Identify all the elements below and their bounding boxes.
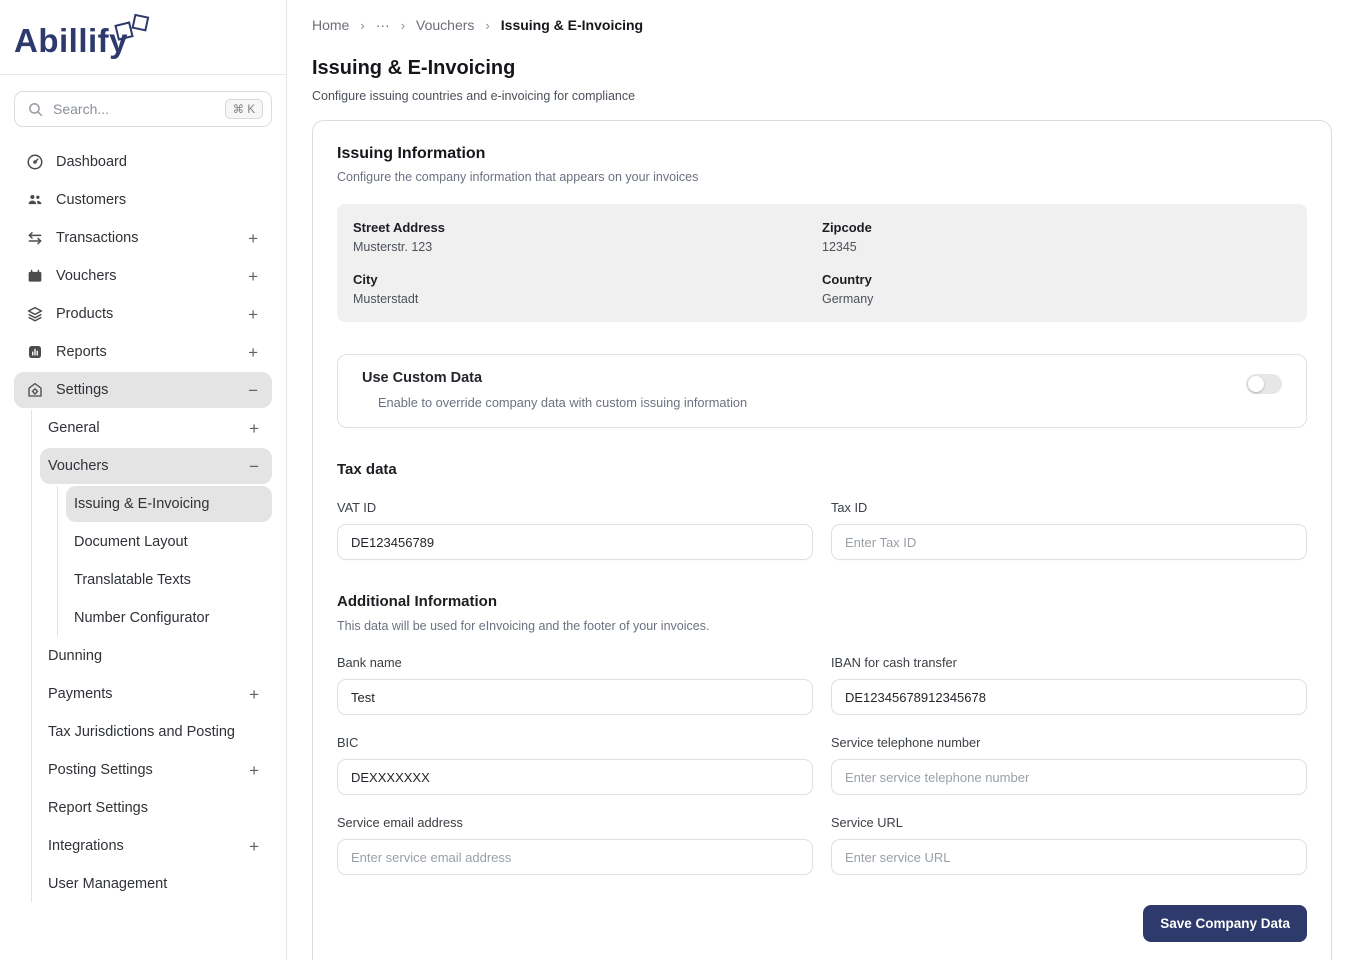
vat-id-input[interactable] [337,524,813,560]
card-title: Issuing Information [337,145,486,162]
service-email-group [337,815,813,875]
dashboard-icon [25,153,44,172]
service-phone-group [831,735,1307,795]
sidebar-item-label: Dunning [48,648,103,664]
sidebar-item-products[interactable] [14,296,272,332]
papers-icon [113,12,155,53]
city-field [353,272,822,306]
sidebar-item-posting-settings[interactable] [40,752,272,788]
field-value: Musterstadt [353,292,419,306]
sidebar-item-document-layout[interactable] [66,524,272,560]
sidebar-item-customers[interactable] [14,182,272,218]
service-phone-input[interactable] [831,759,1307,795]
field-label: City [353,272,378,287]
toggle-knob [1248,376,1264,392]
search-input[interactable] [14,91,272,127]
additional-info-description: This data will be used for eInvoicing and the footer of your invoices. [337,619,710,633]
bank-name-label: Bank name [337,655,402,670]
brand-logo[interactable] [0,0,286,75]
breadcrumb-current: Issuing & E-Invoicing [500,17,644,33]
sidebar-item-label: Translatable Texts [74,572,191,588]
reports-icon [25,343,44,362]
page-subtitle: Configure issuing countries and e-invoicing for compliance [312,89,636,103]
breadcrumb-vouchers[interactable]: Vouchers [416,17,475,33]
sidebar-item-translatable-texts[interactable] [66,562,272,598]
field-value: Musterstr. 123 [353,240,433,254]
field-value: 12345 [822,240,857,254]
sidebar-item-number-configurator[interactable] [66,600,272,636]
sidebar-item-integrations[interactable] [40,828,272,864]
service-url-label: Service URL [831,815,903,830]
search-placeholder: Search... [53,101,110,117]
bank-name-input[interactable] [337,679,813,715]
sidebar-item-payments[interactable] [40,676,272,712]
sidebar-item-settings[interactable] [14,372,272,408]
country-field [822,272,1291,306]
sidebar-item-label: Vouchers [48,458,109,474]
sidebar-item-general[interactable] [40,410,272,446]
breadcrumb-ellipsis[interactable]: ··· [375,17,390,33]
tax-id-group [831,500,1307,560]
card-subtitle: Configure the company information that appears on your invoices [337,170,699,184]
expand-plus-icon[interactable]: + [249,418,259,438]
settings-icon [25,381,44,400]
tax-id-input[interactable] [831,524,1307,560]
sidebar-item-label: Reports [56,344,107,360]
sidebar-item-vouchers[interactable] [14,258,272,294]
company-info-panel [337,204,1307,322]
sidebar-item-label: Dashboard [56,154,127,170]
field-value: Germany [822,292,874,306]
field-label: Street Address [353,220,445,235]
use-custom-data-description: Enable to override company data with custom issuing information [378,395,748,410]
collapse-minus-icon[interactable]: − [249,456,259,476]
tax-data-grid [337,500,1307,560]
sidebar-item-tax-jurisdictions[interactable] [40,714,272,750]
additional-info-heading: Additional Information [337,593,497,610]
sidebar-item-label: Vouchers [56,268,117,284]
sidebar-item-label: Settings [56,382,109,398]
vouchers-icon [25,267,44,286]
sidebar-item-label: User Management [48,876,168,892]
chevron-right-icon: › [485,17,490,33]
service-email-input[interactable] [337,839,813,875]
sidebar-item-label: Customers [56,192,127,208]
bic-group [337,735,813,795]
expand-plus-icon[interactable]: + [248,304,258,324]
expand-plus-icon[interactable]: + [249,760,259,780]
iban-input[interactable] [831,679,1307,715]
transactions-icon [25,229,44,248]
sidebar-item-label: Issuing & E-Invoicing [74,496,210,512]
sidebar-item-reports[interactable] [14,334,272,370]
sidebar-item-label: Report Settings [48,800,148,816]
street-address-field [353,220,822,254]
field-label: Zipcode [822,220,872,235]
bic-input[interactable] [337,759,813,795]
additional-info-grid [337,655,1307,875]
issuing-information-card [312,120,1332,960]
sidebar-item-label: Integrations [48,838,124,854]
sidebar-item-vouchers-settings[interactable] [40,448,272,484]
use-custom-data-toggle[interactable] [1246,374,1282,394]
save-row [337,905,1307,942]
field-label: Country [822,272,872,287]
service-url-input[interactable] [831,839,1307,875]
expand-plus-icon[interactable]: + [249,836,259,856]
expand-plus-icon[interactable]: + [248,228,258,248]
sidebar-item-issuing-einvoicing[interactable] [66,486,272,522]
sidebar-item-report-settings[interactable] [40,790,272,826]
expand-plus-icon[interactable]: + [249,684,259,704]
sidebar-item-label: Transactions [56,230,139,246]
sidebar-item-label: Document Layout [74,534,188,550]
page-title: Issuing & E-Invoicing [312,57,516,79]
tax-id-label: Tax ID [831,500,868,515]
sidebar-item-label: Tax Jurisdictions and Posting [48,724,235,740]
expand-plus-icon[interactable]: + [248,342,258,362]
collapse-minus-icon[interactable]: − [248,380,258,400]
sidebar-item-dashboard[interactable] [14,144,272,180]
use-custom-data-card [337,354,1307,428]
products-icon [25,305,44,324]
breadcrumb [312,17,1332,33]
chevron-right-icon: › [360,17,365,33]
brand-name: Abillify [14,22,129,59]
iban-label: IBAN for cash transfer [831,655,957,670]
sidebar-item-transactions[interactable] [14,220,272,256]
search-shortcut-badge: ⌘ K [225,99,263,119]
sidebar-item-label: Payments [48,686,113,702]
sidebar-nav [0,142,286,960]
service-phone-label: Service telephone number [831,735,981,750]
chevron-right-icon: › [400,17,406,33]
breadcrumb-home[interactable]: Home [312,17,350,33]
zipcode-field [822,220,1291,254]
main-content [287,0,1345,960]
settings-submenu [31,410,272,902]
search-icon [27,101,44,118]
service-url-group [831,815,1307,875]
service-email-label: Service email address [337,815,463,830]
sidebar-item-user-management[interactable] [40,866,272,902]
vat-id-label: VAT ID [337,500,377,515]
iban-group [831,655,1307,715]
tax-data-heading: Tax data [337,461,397,478]
customers-icon [25,191,44,210]
sidebar-item-label: Number Configurator [74,610,210,626]
sidebar-item-label: Products [56,306,114,322]
bank-name-group [337,655,813,715]
sidebar-item-label: Posting Settings [48,762,153,778]
save-company-data-button[interactable]: Save Company Data [1143,905,1307,942]
vouchers-submenu [57,486,272,636]
vat-id-group [337,500,813,560]
bic-label: BIC [337,735,359,750]
use-custom-data-title: Use Custom Data [362,370,483,386]
sidebar-item-label: General [48,420,100,436]
expand-plus-icon[interactable]: + [248,266,258,286]
sidebar [0,0,287,960]
sidebar-item-dunning[interactable] [40,638,272,674]
